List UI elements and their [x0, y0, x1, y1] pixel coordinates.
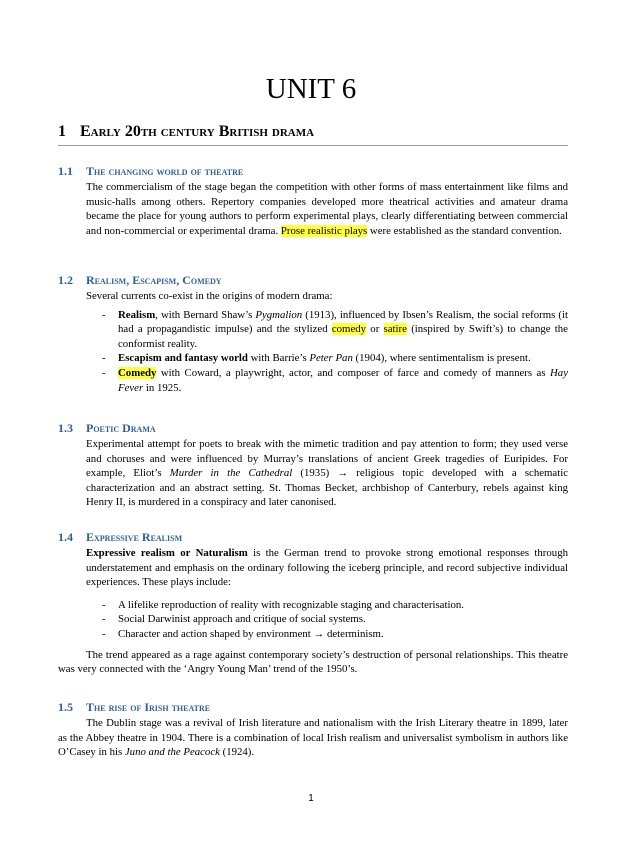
section-1-5 [58, 699, 568, 760]
item-text: , with Bernard Shaw’s [155, 308, 256, 321]
item-text: (1913), influenced by Ibsen’s Realism, the social reforms (it had a propagandistic impulse) and the stylized [118, 308, 568, 336]
list-item [102, 366, 568, 395]
highlighted-text: Comedy [118, 366, 157, 379]
section-paragraph [58, 716, 568, 760]
paragraph-text: were established as the standard convention. [367, 224, 562, 237]
section-heading [58, 272, 568, 288]
chapter-number: 1 [58, 123, 66, 140]
section-paragraph [86, 437, 568, 510]
list-item [102, 351, 568, 366]
section-1-4 [58, 529, 568, 677]
section-1-1 [58, 163, 568, 238]
italic-title: Peter Pan [309, 352, 353, 365]
italic-title: Pygmalion [255, 308, 303, 321]
chapter-heading [58, 122, 568, 146]
highlighted-text: satire [383, 323, 407, 336]
highlighted-text: comedy [331, 323, 367, 336]
bullet-list [58, 308, 568, 396]
item-text: (inspired by Swift’s) to change the conformist reality. [118, 323, 568, 350]
list-item: - A lifelike reproduction of reality with recognizable staging and characterisation. [102, 598, 568, 613]
item-text: with Barrie’s [247, 352, 310, 365]
unit-title: UNIT 6 [265, 73, 357, 105]
list-item: - Character and action shaped by environment → determinism. [102, 627, 568, 642]
section-number: 1.2 [58, 273, 73, 287]
paragraph-text: is the German trend to provoke strong emotional responses through understatement and emphasis on the ordinary following the iceberg principle, and record subjective individual experiences. These plays include: [86, 547, 568, 589]
section-heading [58, 529, 568, 545]
bold-term: Realism [118, 308, 156, 321]
item-text: with Coward, a playwright, actor, and composer of farce and comedy of manners as [156, 366, 550, 379]
section-heading [58, 699, 568, 715]
paragraph-text: (1924). [219, 746, 255, 759]
section-intro: Several currents co-exist in the origins of modern drama: [86, 290, 333, 302]
chapter-title: Early 20th century British drama [80, 123, 315, 140]
section-1-3 [58, 420, 568, 510]
section-title: The changing world of theatre [86, 164, 244, 178]
paragraph-text: Experimental attempt for poets to break with the mimetic tradition and pay attention to form; they used verse and choruses and were influenced by Murray’s translations of ancient Greek tragedies of Euripides. For example, Eliot’s [86, 438, 568, 480]
section-number: 1.3 [58, 421, 73, 435]
paragraph-text: (1935) → religious topic developed with a schematic characterization and an abstract setting. St. Thomas Becket, archbishop of Canterbury, rebels against king Henry II, is murdered in a conspiracy and later canonised. [86, 467, 569, 509]
italic-title: Hay Fever [118, 366, 568, 394]
section-title: Realism, Escapism, Comedy [86, 273, 222, 287]
section-number: 1.5 [58, 700, 73, 714]
bullet-list [58, 598, 568, 642]
item-text: in 1925. [143, 381, 182, 394]
page-number: 1 [308, 793, 314, 804]
paragraph-text: The Dublin stage was a revival of Irish literature and nationalism with the Irish Literary theatre in 1899, later as the Abbey theatre in 1904. There is a combination of local Irish realism and universalist symbolism in authors like O’Casey in his [58, 717, 568, 759]
section-paragraph [86, 180, 568, 238]
italic-title: Juno and the Peacock [124, 746, 220, 759]
italic-title: Murder in the Cathedral [169, 467, 293, 480]
section-1-2 [58, 272, 568, 395]
section-number: 1.4 [58, 530, 73, 544]
bold-term: Escapism and fantasy world [118, 352, 248, 365]
item-text: or [366, 323, 384, 336]
section-title: Poetic Drama [86, 421, 156, 435]
item-text: (1904), where sentimentalism is present. [352, 352, 531, 365]
section-title: The rise of Irish theatre [86, 700, 211, 714]
section-title: Expressive Realism [86, 530, 183, 544]
list-item [102, 308, 568, 352]
paragraph-text: The commercialism of the stage began the competition with other forms of mass entertainment like films and music-halls among others. Repertory companies developed more theatrical activities and amateur drama became the place for young authors to perform experimental plays, clearly differentiating between commercial and non-commercial or experimental drama. [86, 181, 568, 237]
section-paragraph [86, 546, 568, 590]
section-heading [58, 163, 568, 179]
bold-term: Expressive realism or Naturalism [86, 547, 248, 559]
section-heading [58, 420, 568, 436]
highlighted-text: Prose realistic plays [280, 224, 368, 237]
section-closing-paragraph: The trend appeared as a rage against contemporary society’s destruction of personal relationships. This theatre was very connected with the ‘Angry Young Man’ trend of the 1950’s. [58, 648, 568, 676]
section-number: 1.1 [58, 164, 73, 178]
list-item: - Social Darwinist approach and critique of social systems. [102, 612, 568, 627]
